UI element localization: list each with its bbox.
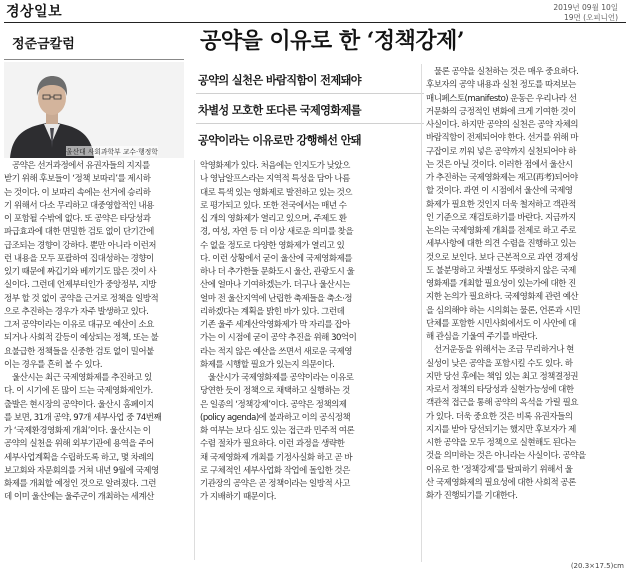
article-line: 세부사항에 대한 의견 수렴을 진행하고 있는 bbox=[426, 239, 576, 250]
article-line: 자로서 정책의 타당성과 실현가능성에 대한 bbox=[426, 385, 574, 395]
article-line: 런 내용을 모두 포괄하여 집대성하는 경향이 bbox=[4, 253, 154, 264]
article-line: 기관장의 공약은 곧 정책이라는 일방적 사고 bbox=[200, 479, 350, 489]
article-line: 는 것은 아닐 것이다. 이러한 점에서 울산시 bbox=[426, 159, 573, 170]
subhead-2: 차별성 모호한 또다른 국제영화제를 bbox=[196, 94, 424, 124]
subheads bbox=[196, 64, 424, 154]
article-line: 데 이미 울산에는 울주군이 개최하는 세계산 bbox=[4, 492, 154, 503]
article-line: 이는 경우를 흔히 볼 수 있다. bbox=[4, 359, 103, 370]
article-line: 구잡이로 끼워 넣은 공약까지 실천되어야 하 bbox=[426, 146, 576, 157]
article-line: 가는 이 시점에 굳이 공약 추진을 위해 30억이 bbox=[200, 333, 357, 344]
publication-date: 2019년 09월 10일 bbox=[553, 3, 618, 12]
article-line: 것을 의미하는 것은 아니라는 사실이다. 공약을 bbox=[426, 451, 586, 462]
article-line: 다. 이런 상황에서 굳이 울산에 국제영화제를 bbox=[200, 253, 353, 264]
column-divider bbox=[194, 160, 195, 560]
article-line: 지만 당선 후에는 책임 있는 최고 정책결정권 bbox=[426, 371, 579, 382]
article-size-note: (20.3×17.5)cm bbox=[570, 562, 624, 570]
author-photo bbox=[4, 62, 184, 158]
article-line: 실이다. 그런데 언제부터인가 중앙정부, 지방 bbox=[4, 280, 157, 291]
article-line: 지지를 받아 당선되기는 했지만 후보자가 제 bbox=[426, 424, 576, 435]
article-line: 영화제를 개최할 필요성이 있는가에 대한 진 bbox=[426, 279, 576, 289]
article-line: 인 기준으로 재검토하기를 바란다. 지금까지 bbox=[426, 212, 576, 223]
column-divider bbox=[421, 64, 422, 562]
article-line: 악영화제가 있다. 처음에는 인지도가 낮았으 bbox=[200, 161, 350, 171]
article-line: 나 영남알프스라는 지역적 특성을 담아 나름 bbox=[200, 174, 350, 185]
article-line: 보고회와 자문회의를 거쳐 내년 9월에 국제영 bbox=[4, 465, 159, 476]
article-line: 도 불분명하고 차별성도 뚜렷하지 않은 국제 bbox=[426, 265, 576, 276]
article-line: 화제를 개최할 예정인 것으로 알려졌다. 그런 bbox=[4, 479, 157, 489]
article-line: (policy agenda)에 불과하고 이의 공식정책 bbox=[200, 412, 351, 423]
article-line: 은 일종의 ‘정책강제’이다. 공약은 정책의제 bbox=[200, 399, 347, 410]
article-line: 사실이다. 하지만 공약의 실천은 공약 자체의 bbox=[426, 120, 579, 130]
article-line: 객관적 접근을 통해 공약의 옥석을 가릴 필요 bbox=[426, 398, 579, 409]
article-line: 경, 여성, 자연 등 더 이상 새로운 의미를 찾을 bbox=[200, 227, 354, 238]
column-label: 정준금칼럼 bbox=[4, 24, 184, 60]
article-line: 울산시는 최근 국제영화제를 추진하고 있 bbox=[4, 373, 152, 383]
article-line: 가 추진하는 국제영화제는 재고(再考)되어야 bbox=[426, 173, 578, 183]
article-line: 하나 더 추가한들 문화도시 울산, 관광도시 울 bbox=[200, 267, 355, 277]
article-line: 이유로 한 ‘정책강제’를 탈피하기 위해서 울 bbox=[426, 464, 573, 475]
article-line: 라는 적지 않은 예산을 쓰면서 새로운 국제영 bbox=[200, 346, 353, 357]
newspaper-header bbox=[0, 0, 630, 20]
article-line: 실성이 낮은 공약을 포함시킬 수도 있다. 하 bbox=[426, 358, 573, 369]
article-line: 요불급한 정책들을 신중한 검토 없이 밀어붙 bbox=[4, 346, 154, 357]
article-line: 리하겠다는 계획을 밝힌 바가 있다. 그런데 bbox=[200, 306, 345, 317]
article-line: 거문화의 긍정적인 변화에 크게 기여한 것이 bbox=[426, 106, 576, 117]
article-line: 수 없을 정도로 다양한 영화제가 열리고 있 bbox=[200, 240, 345, 251]
article-line: 세부사업계획을 수립하도록 하고, 몇 차례의 bbox=[4, 452, 154, 463]
article-line: 선거운동을 위해서는 조금 무리하거나 현 bbox=[426, 345, 574, 356]
subhead-3: 공약이라는 이유로만 강행해선 안돼 bbox=[198, 133, 361, 147]
header-rule bbox=[4, 22, 626, 23]
article-line: 얼마 전 울산지역에 난립한 축제들을 축소·정 bbox=[200, 293, 353, 304]
article-line: 수렴 절차가 필요하다. 이런 과정을 생략한 bbox=[200, 439, 345, 450]
article-line: 후보자의 공약 내용과 실천 정도를 따져보는 bbox=[426, 80, 576, 91]
article-line: 대로 특색 있는 영화제로 발전하고 있는 것으 bbox=[200, 187, 353, 198]
article-line: 화제가 필요한 것인지 더욱 철저하고 객관적 bbox=[426, 199, 576, 210]
article-line: 있기 때문에 짜깁기와 베끼기도 많은 것이 사 bbox=[4, 267, 157, 277]
article-line: 울산시가 국제영화제를 공약이라는 이유로 bbox=[200, 373, 354, 383]
author-portrait-icon bbox=[4, 62, 184, 158]
newspaper-name: 경상일보 bbox=[6, 4, 63, 20]
article-line: 기 위해서 다소 무리하고 대중영합적인 내용 bbox=[4, 200, 154, 211]
article-column-3 bbox=[426, 66, 626, 503]
article-line: 으로 추진하는 경우가 자주 발생하고 있다. bbox=[4, 306, 149, 317]
article-line: 정부 할 것 없이 공약을 근거로 정책을 일방적 bbox=[4, 293, 159, 304]
page-info: 19면 (오피니언) bbox=[563, 13, 618, 22]
article-line: 되거나 사회적 갈등이 예상되는 정책, 또는 불 bbox=[4, 333, 159, 344]
article-line: 것으로 보인다. 보다 근본적으로 과연 경제성 bbox=[426, 252, 579, 263]
article-line: 매니페스토(manifesto) 운동은 우리나라 선 bbox=[426, 93, 577, 104]
article-line: 로 평가되고 있다. 또한 전국에서는 매년 수 bbox=[200, 200, 347, 211]
article-line: 바람직함이 전제되어야 한다. 선거를 위해 마 bbox=[426, 133, 579, 144]
article-line: 로 구체적인 세부사업화 작업에 돌입한 것은 bbox=[200, 465, 350, 476]
article-line: 급조되는 경향이 강하다. 뿐만 아니라 이런저 bbox=[4, 240, 157, 251]
article-line: 가 있다. 더욱 중요한 것은 비록 유권자들의 bbox=[426, 411, 573, 422]
article-line: 이 포함될 수밖에 없다. 또 공약은 타당성과 bbox=[4, 214, 151, 224]
article-line: 물론 공약을 실천하는 것은 매우 중요하다. bbox=[426, 67, 579, 77]
article-line: 파급효과에 대한 면밀한 검토 없이 단기간에 bbox=[4, 227, 154, 238]
article-line: 당연한 듯이 정책으로 채택하고 실행하는 것 bbox=[200, 386, 350, 397]
article-line: 가 지배하기 때문이다. bbox=[200, 492, 277, 503]
article-line: 는 것이다. 이 보따리 속에는 선거에 승리하 bbox=[4, 187, 151, 198]
article-line: 화제를 시행할 필요가 있는지 의문이다. bbox=[200, 359, 335, 370]
article-line: 기존 울주 세계산악영화제가 막 자리를 잡아 bbox=[200, 320, 350, 330]
subhead-1: 공약의 실천은 바람직함이 전제돼야 bbox=[196, 64, 424, 94]
article-column-1 bbox=[4, 160, 192, 505]
article-line: 받기 위해 후보들이 ‘정책 보따리’를 제시하 bbox=[4, 174, 151, 185]
article-headline: 공약을 이유로 한 ‘정책강제’ bbox=[200, 28, 465, 54]
article-line: 시한 공약을 모두 정책으로 실현해도 된다는 bbox=[426, 438, 576, 448]
article-line: 십 개의 영화제가 열리고 있으며, 주제도 환 bbox=[200, 214, 347, 224]
article-line: 공약의 실천을 위해 외부기관에 용역을 주어 bbox=[4, 439, 154, 450]
article-line: 그저 공약이라는 이유로 대규모 예산이 소요 bbox=[4, 320, 154, 330]
article-line: 지한 논의가 필요하다. 국제영화제 관련 예산 bbox=[426, 292, 579, 303]
article-line: 단체를 포함한 시민사회에서도 이 사안에 대 bbox=[426, 318, 576, 329]
article-column-2 bbox=[200, 160, 418, 505]
article-line: 출발은 현시장의 공약이다. 울산시 홈페이지 bbox=[4, 399, 154, 410]
article-line: 다. 이 시기에 돈 많이 드는 국제영화제인가. bbox=[4, 386, 153, 397]
article-line: 산에 얼마나 기여하겠는가. 더구나 울산시는 bbox=[200, 280, 350, 291]
author-byline: 울산대 사회과학부 교수·행정학 bbox=[66, 148, 158, 156]
article-line: 할 것이다. 과연 이 시점에서 울산에 국제영 bbox=[426, 186, 573, 197]
article-line: 해 관심을 기울여 주기를 바란다. bbox=[426, 332, 538, 342]
article-line: 공약은 선거과정에서 유권자들의 지지를 bbox=[4, 161, 150, 171]
article-line: 채 국제영화제 개최를 기정사실화 하고 곧 바 bbox=[200, 452, 353, 463]
article-line: 화 여부는 보다 심도 있는 접근과 민주적 여론 bbox=[200, 426, 355, 436]
article-line: 논의는 국제영화제 개최를 전제로 하고 주로 bbox=[426, 226, 576, 236]
article-line: 을 심의해야 하는 시의회는 물론, 언론과 시민 bbox=[426, 305, 581, 316]
article-line: 산 국제영화제의 필요성에 대한 사회적 공론 bbox=[426, 477, 576, 488]
article-line: 를 보면, 31개 공약, 97개 세부사업 중 74번째 bbox=[4, 412, 162, 423]
article-line: 가 ‘국제환경영화제 개최’이다. 울산시는 이 bbox=[4, 426, 151, 436]
article-line: 화가 진행되기를 기대한다. bbox=[426, 491, 518, 501]
